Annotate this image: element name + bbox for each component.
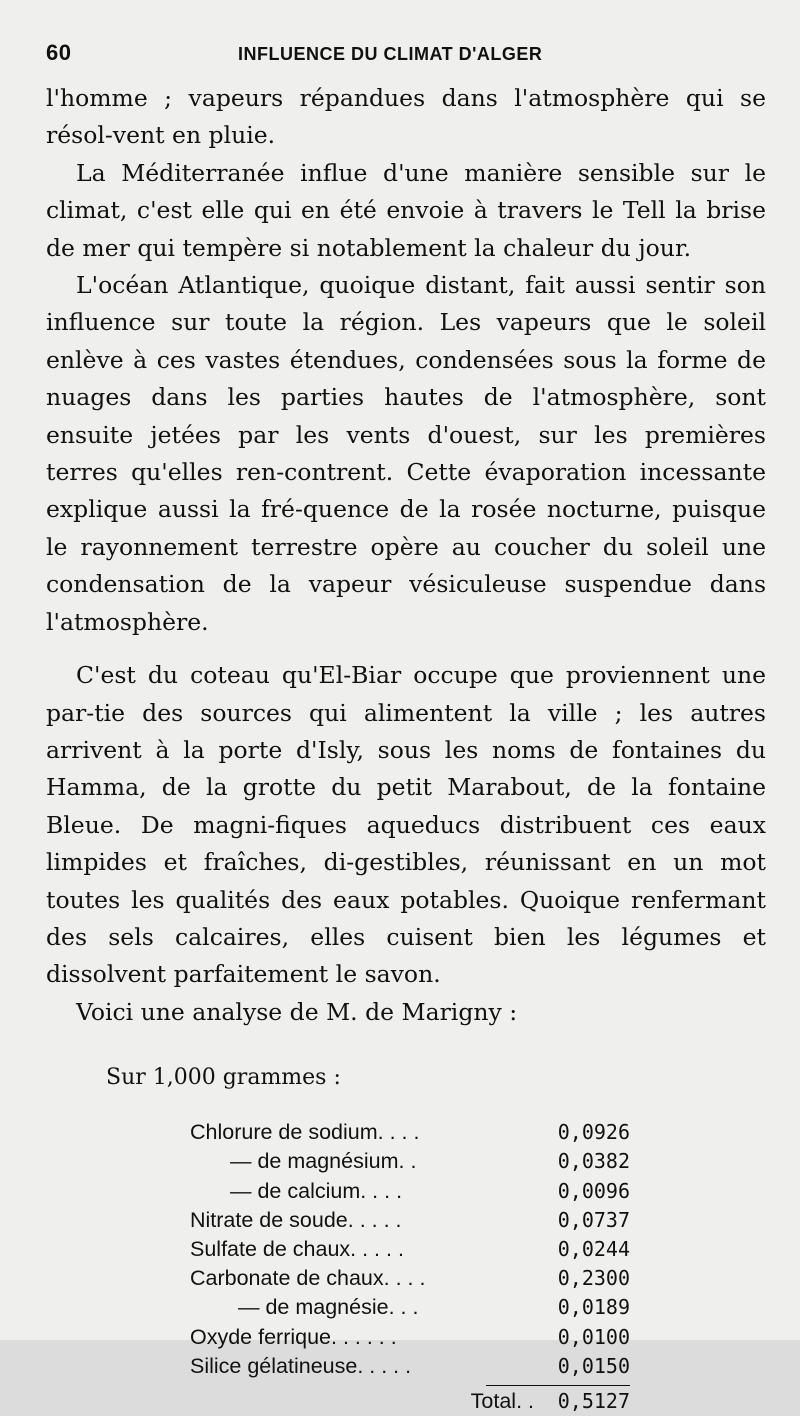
substance-name: Carbonate de chaux. . . . — [190, 1266, 426, 1291]
paragraph-4: C'est du coteau qu'El-Biar occupe que proviennent une par-tie des sources qui alimentent la ville ; les autres arrivent à la porte d'Isly, sous les noms de fontaines du Hamma, de la grotte du petit Marabout, de la fontaine Bleue. De magni-fiques aqueducs distribuent ces eaux limpides et fraîches, di-gestibles, réunissant en un mot toutes les qualités des eaux potables. Quoique renfermant des sels calcaires, elles cuisent bien les légumes et dissolvent parfaitement le savon. — [46, 661, 766, 989]
analysis-row — [190, 1264, 630, 1293]
substance-value: 0,0150 — [557, 1353, 630, 1378]
paragraph-2: La Méditerranée influe d'une manière sensible sur le climat, c'est elle qui en été envoie à travers le Tell la brise de mer qui tempère si notablement la chaleur du jour. — [46, 158, 766, 262]
analysis-row — [190, 1206, 630, 1235]
analysis-row — [190, 1235, 630, 1264]
paragraph-1: l'homme ; vapeurs répandues dans l'atmosphère qui se résol-vent en pluie. — [46, 84, 766, 150]
analysis-row — [190, 1147, 630, 1176]
substance-name: Silice gélatineuse. . . . . — [190, 1353, 412, 1378]
page-number: 60 — [46, 40, 72, 65]
total-value: 0,5127 — [557, 1388, 630, 1413]
analysis-row — [190, 1177, 630, 1206]
analysis-per-label: Sur 1,000 grammes : — [106, 1065, 341, 1091]
substance-value: 0,0926 — [557, 1120, 630, 1145]
analysis-total — [190, 1386, 630, 1416]
total-label: Total. . — [470, 1388, 534, 1413]
substance-value: 0,0382 — [557, 1149, 630, 1174]
substance-name: Chlorure de sodium. . . . — [190, 1120, 420, 1145]
analysis-row — [190, 1293, 630, 1322]
analysis-table — [190, 1118, 630, 1416]
substance-value: 0,0737 — [557, 1207, 630, 1232]
substance-name: Oxyde ferrique. . . . . . — [190, 1324, 397, 1349]
substance-value: 0,0189 — [557, 1295, 630, 1320]
substance-value: 0,0100 — [557, 1324, 630, 1349]
substance-name: Nitrate de soude. . . . . — [190, 1207, 402, 1232]
substance-name: Sulfate de chaux. . . . . — [190, 1236, 404, 1261]
substance-name: — de magnésium. . — [230, 1149, 417, 1174]
paragraph-5: Voici une analyse de M. de Marigny : — [76, 997, 518, 1026]
substance-value: 0,0096 — [557, 1178, 630, 1203]
paragraph-3: L'océan Atlantique, quoique distant, fait aussi sentir son influence sur toute la région. Les vapeurs que le soleil enlève à ces vastes étendues, condensées sous la forme de nuages dans les parties hautes de l'atmosphère, sont ensuite jetées par les vents d'ouest, sur les premières terres qu'elles ren-contrent. Cette évaporation incessante explique aussi la fré-quence de la rosée nocturne, puisque le rayonnement terrestre opère au coucher du soleil une condensation de la vapeur vésiculeuse suspendue dans l'atmosphère. — [46, 271, 766, 636]
analysis-row — [190, 1323, 630, 1352]
substance-value: 0,2300 — [557, 1266, 630, 1291]
analysis-row — [190, 1352, 630, 1381]
substance-name: — de calcium. . . . — [230, 1178, 403, 1203]
substance-name: — de magnésie. . . — [238, 1295, 419, 1320]
analysis-row — [190, 1118, 630, 1147]
running-head: INFLUENCE DU CLIMAT D'ALGER — [238, 44, 543, 64]
substance-value: 0,0244 — [557, 1236, 630, 1261]
page-header — [46, 40, 766, 66]
